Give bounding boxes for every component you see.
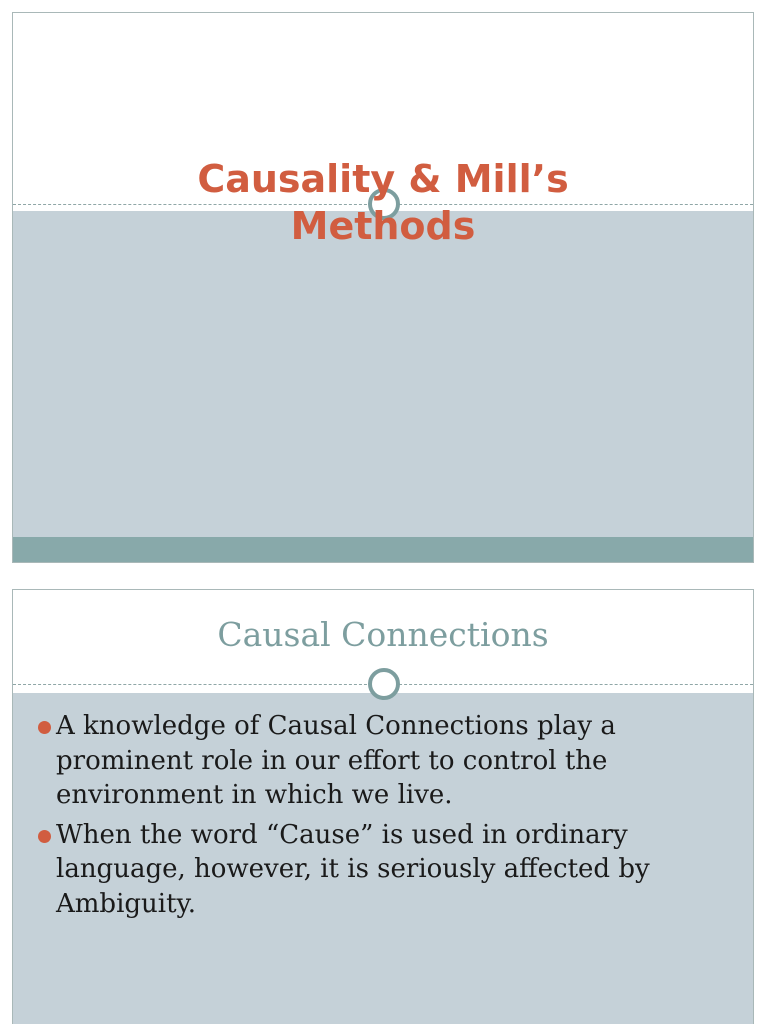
title-slide: [12, 12, 754, 563]
bullet-item: [35, 818, 740, 922]
bullet-text: A knowledge of Causal Connections play a prominent role in our effort to control the environment in which we live.: [56, 711, 616, 810]
bullet-dot-icon: [38, 721, 51, 734]
slide-title: Causal Connections: [217, 615, 549, 654]
footer-bar: [13, 537, 753, 563]
slide-body-background: [13, 211, 753, 537]
bullet-text: When the word “Cause” is used in ordinary language, however, it is seriously affected by Ambiguity.: [56, 819, 650, 919]
circle-ornament-icon: [368, 668, 400, 700]
bullet-dot-icon: [38, 830, 51, 843]
bullet-list: [35, 709, 740, 926]
content-slide: [12, 589, 754, 1024]
slide-title: Causality & Mill’s Methods: [197, 157, 569, 248]
bullet-item: [35, 709, 740, 813]
